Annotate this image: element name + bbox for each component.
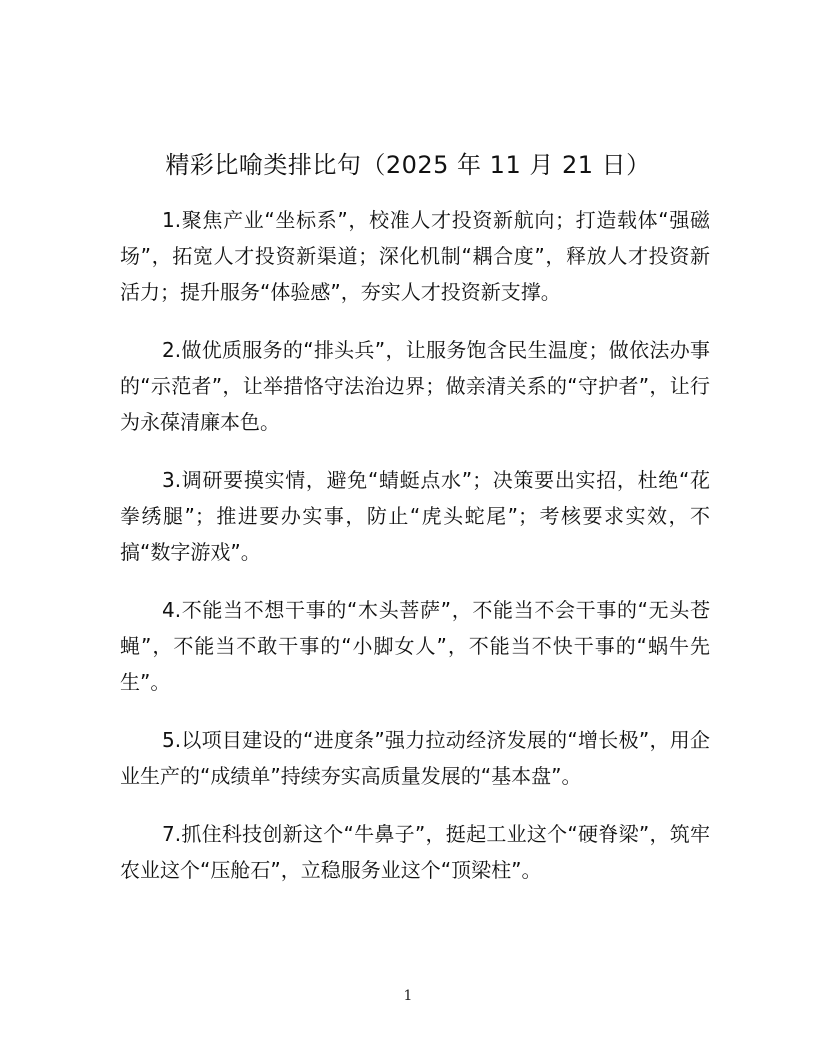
page-number: 1 (403, 988, 413, 1004)
paragraph-7: 7.抓住科技创新这个“牛鼻子”，挺起工业这个“硬脊梁”，筑牢农业这个“压舱石”，立稳服务业这个“顶梁柱”。 (120, 822, 710, 882)
page-title: 精彩比喻类排比句（2025 年 11 月 21 日） (165, 151, 651, 179)
paragraph-1: 1.聚焦产业“坐标系”，校准人才投资新航向；打造载体“强磁场”，拓宽人才投资新渠道；深化机制“耦合度”，释放人才投资新活力；提升服务“体验感”，夯实人才投资新支撑。 (120, 208, 710, 304)
paragraph-3: 3.调研要摸实情，避免“蜻蜓点水”；决策要出实招，杜绝“花拳绣腿”；推进要办实事，防止“虎头蛇尾”；考核要求实效，不搞“数字游戏”。 (120, 468, 710, 564)
document-body (120, 202, 710, 910)
paragraph-2: 2.做优质服务的“排头兵”，让服务饱含民生温度；做依法办事的“示范者”，让举措恪守法治边界；做亲清关系的“守护者”，让行为永葆清廉本色。 (120, 338, 710, 434)
paragraph-4: 4.不能当不想干事的“木头菩萨”，不能当不会干事的“无头苍蝇”，不能当不敢干事的“小脚女人”，不能当不快干事的“蜗牛先生”。 (120, 598, 710, 694)
paragraph-5: 5.以项目建设的“进度条”强力拉动经济发展的“增长极”，用企业生产的“成绩单”持续夯实高质量发展的“基本盘”。 (120, 728, 710, 788)
